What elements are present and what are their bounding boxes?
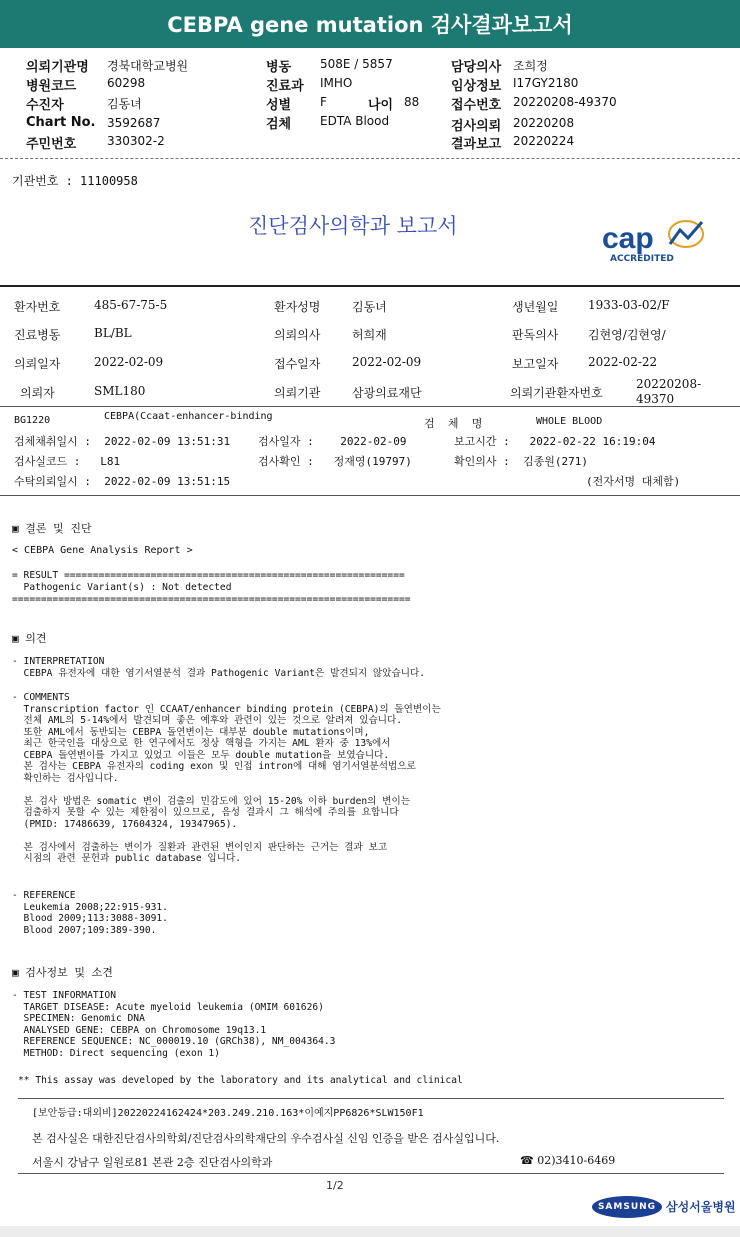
header-value: IMHO: [320, 76, 353, 90]
cap-logo-text: cap: [602, 222, 654, 255]
header-value: I17GY2180: [513, 76, 579, 90]
test-information-block: - TEST INFORMATION TARGET DISEASE: Acute myeloid leukemia (OMIM 601626) SPECIMEN: Genomic DNA ANALYSED GENE: CEBPA on Chromosome 19q13.1 REFERENCE SEQUENCE: NC_000019.10 (GRCh38), NM_004364.3 METHOD: Direct sequencing (exon 1): [12, 990, 336, 1059]
header-label: 결과보고: [451, 137, 502, 152]
header-value: 20220208: [513, 116, 575, 130]
patient-value: 2022-02-09: [94, 355, 164, 369]
confirm-doctor: 확인의사 : 김종원(271): [454, 455, 588, 468]
patient-label: 의뢰자: [20, 386, 55, 400]
test-code: BG1220: [14, 415, 51, 426]
patient-value: SML180: [94, 384, 146, 398]
dashed-divider: [0, 158, 740, 159]
electronic-signature: (전자서명 대체함): [586, 475, 681, 488]
certification-note: 본 검사실은 대한진단검사의학회/진단검사의학재단의 우수검사실 신임 인증을 받은 검사실입니다.: [32, 1132, 500, 1145]
patient-label: 판독의사: [512, 328, 559, 342]
patient-value: 20220208- 49370: [636, 377, 702, 406]
collect-datetime: 검체채취일시 : 2022-02-09 13:51:31: [14, 435, 231, 448]
header-label: 수진자: [26, 98, 64, 113]
reference-block: - REFERENCE Leukemia 2008;22:915-931. Blood 2009;113:3088-3091. Blood 2007;109:389-390.: [12, 890, 168, 936]
section-divider: [0, 285, 740, 287]
header-value: 3592687: [107, 116, 161, 130]
assay-note: ** This assay was developed by the laboratory and its analytical and clinical: [18, 1075, 463, 1086]
header-value: 508E / 5857: [320, 57, 393, 71]
section-divider: [0, 406, 740, 407]
specimen-label: 검 체 명: [424, 417, 483, 430]
header-label: 검사의뢰: [451, 119, 502, 134]
header-label: 병원코드: [26, 79, 77, 94]
patient-value: 2022-02-09: [352, 355, 422, 369]
page-title: 진단검사의학과 보고서: [248, 214, 458, 238]
header-value: 조희정: [513, 59, 548, 73]
interpretation-block: - INTERPRETATION CEBPA 유전자에 대한 염기서열분석 결과 Pathogenic Variant은 발견되지 않았습니다.: [12, 656, 426, 679]
section-divider: [0, 495, 740, 496]
header-value: 330302-2: [107, 134, 165, 148]
header-value: 김동녀: [107, 97, 142, 111]
header-value: 경북대학교병원: [107, 59, 189, 73]
header-value: 88: [404, 95, 420, 109]
header-value: 20220208-49370: [513, 95, 617, 109]
header-label: Chart No.: [26, 115, 96, 130]
page-number: 1/2: [326, 1179, 344, 1192]
lab-phone: ☎ 02)3410-6469: [520, 1154, 616, 1167]
patient-label: 접수일자: [274, 357, 321, 371]
specimen-value: WHOLE BLOOD: [536, 416, 603, 427]
consign-datetime: 수탁의뢰일시 : 2022-02-09 13:51:15: [14, 475, 231, 488]
patient-value: 김현영/김현영/: [588, 328, 666, 342]
security-line: [보안등급:대외비]20220224162424*203.249.210.163*이예지PP6826*SLW150F1: [32, 1108, 424, 1119]
section-heading-testinfo: ▣ 검사정보 및 소견: [12, 966, 113, 979]
patient-value: 485-67-75-5: [94, 298, 168, 312]
header-label: 병동: [266, 60, 292, 75]
result-block: = RESULT =========================================================== Pathogenic Variant(s) : Not detected =====================================================================: [12, 570, 411, 605]
cap-logo-subtext: ACCREDITED: [610, 254, 674, 264]
header-label: 성별: [266, 98, 292, 113]
comments-block: - COMMENTS Transcription factor 인 CCAAT/enhancer binding protein (CEBPA)의 돌연변이는 전체 AML의 5-14%에서 발견되며 좋은 예후와 관련이 있는 것으로 알려져 있습니다. 또한 AML에서 동반되는 CEBPA 돌연변이는 대부분 double mutations이며, 최근 한국인을 대상으로 한 연구에서도 정상 핵형을 가지는 AML 환자 중 13%에서 CEBPA 돌연변이를 가지고 있었고 이들은 모두 double mutation을 보였습니다. 본 검사는 CEBPA 유전자의 coding exon 및 인접 intron에 대해 염기서열분석법으로 확인하는 검사입니다. 본 검사 방법은 somatic 변이 검출의 민감도에 있어 15-20% 이하 burden의 변이는 검출하지 못할 수 있는 제한점이 있으므로, 음성 결과시 그 해석에 주의를 요합니다 (PMID: 17486639, 17604324, 19347965). 본 검사에서 검출하는 변이가 질환과 관련된 변이인지 판단하는 근거는 결과 보고 시점의 관련 문헌과 public database 입니다.: [12, 692, 441, 864]
hospital-name: 삼성서울병원: [666, 1200, 736, 1214]
patient-label: 의뢰일자: [14, 357, 61, 371]
patient-label: 생년월일: [512, 300, 559, 314]
institution-number: 기관번호 : 11100958: [12, 174, 138, 188]
cap-accredited-logo: [598, 218, 708, 266]
footer-divider: [18, 1098, 724, 1099]
lab-code: 검사실코드 : L81: [14, 455, 121, 468]
header-value: F: [320, 95, 327, 109]
report-time: 보고시간 : 2022-02-22 16:19:04: [454, 435, 656, 448]
patient-label: 의뢰기관: [274, 386, 321, 400]
patient-label: 의뢰기관환자번호: [510, 386, 603, 400]
report-title-bar: CEBPA gene mutation 검사결과보고서: [0, 0, 740, 48]
header-value: EDTA Blood: [320, 114, 390, 128]
test-name: CEBPA(Ccaat-enhancer-binding: [104, 411, 273, 422]
header-label: 의뢰기관명: [26, 60, 89, 75]
patient-value: 1933-03-02/F: [588, 298, 670, 312]
patient-label: 환자성명: [274, 300, 321, 314]
exam-date: 검사일자 : 2022-02-09: [258, 435, 407, 448]
section-heading-opinion: ▣ 의견: [12, 632, 47, 645]
header-label: 나이: [368, 98, 394, 113]
page-bottom-band: [0, 1226, 740, 1237]
patient-label: 의뢰의사: [274, 328, 321, 342]
patient-value: 2022-02-22: [588, 355, 658, 369]
header-label: 접수번호: [451, 98, 502, 113]
header-label: 임상정보: [451, 79, 502, 94]
patient-value: 삼광의료재단: [352, 386, 422, 400]
header-label: 주민번호: [26, 137, 77, 152]
header-value: 60298: [107, 76, 146, 90]
header-label: 검체: [266, 117, 292, 132]
exam-confirm: 검사확인 : 정재영(19797): [258, 455, 412, 468]
header-label: 담당의사: [451, 60, 502, 75]
lab-address: 서울시 강남구 일원로81 본관 2층 진단검사의학과: [32, 1156, 273, 1169]
footer-divider: [18, 1173, 724, 1174]
patient-value: 허희재: [352, 328, 387, 342]
analysis-report-name: < CEBPA Gene Analysis Report >: [12, 545, 193, 556]
patient-label: 진료병동: [14, 328, 61, 342]
patient-label: 보고일자: [512, 357, 559, 371]
samsung-logo: SAMSUNG: [592, 1196, 662, 1218]
section-heading-result: ▣ 결론 및 진단: [12, 522, 92, 535]
header-value: 20220224: [513, 134, 575, 148]
patient-value: BL/BL: [94, 326, 132, 340]
header-label: 진료과: [266, 79, 304, 94]
patient-label: 환자번호: [14, 300, 61, 314]
patient-value: 김동녀: [352, 300, 387, 314]
